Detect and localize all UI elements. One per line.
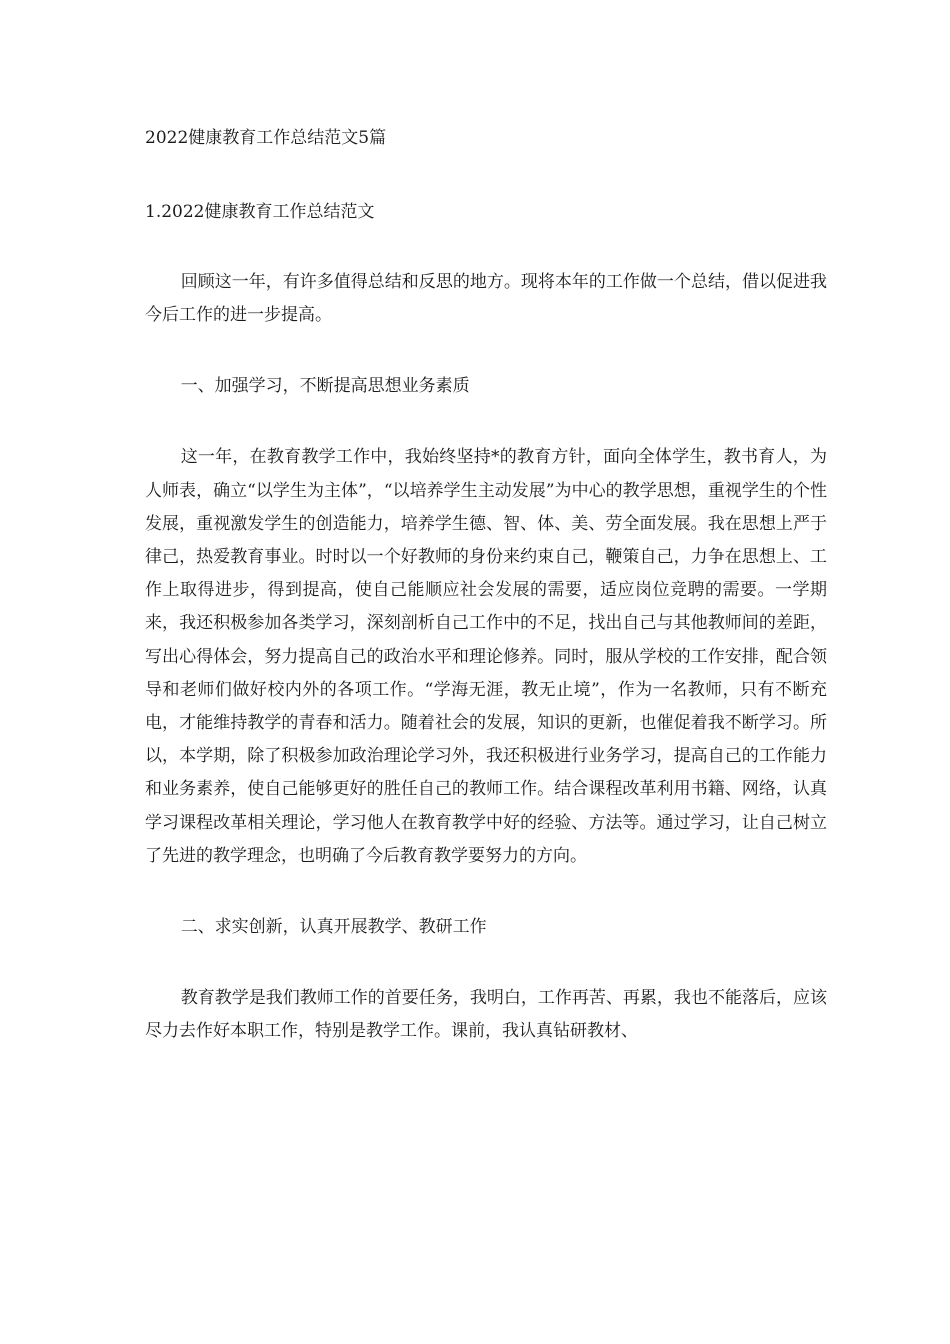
section-paragraph-1: 这一年，在教育教学工作中，我始终坚持*的教育方针，面向全体学生，教书育人，为人师表，确立“以学生为主体”，“以培养学生主动发展”为中心的教学思想，重视学生的个性发展，重视激发学生的创造能力，培养学生德、智、体、美、劳全面发展。我在思想上严于律己，热爱教育事业。时时以一个好教师的身份来约束自己，鞭策自己，力争在思想上、工作上取得进步，得到提高，使自己能顺应社会发展的需要，适应岗位竞聘的需要。一学期来，我还积极参加各类学习，深刻剖析自己工作中的不足，找出自己与其他教师间的差距，写出心得体会，努力提高自己的政治水平和理论修养。同时，服从学校的工作安排，配合领导和老师们做好校内外的各项工作。“学海无涯，教无止境”，作为一名教师，只有不断充电，才能维持教学的青春和活力。随着社会的发展，知识的更新，也催促着我不断学习。所以，本学期，除了积极参加政治理论学习外，我还积极进行业务学习，提高自己的工作能力和业务素养，使自己能够更好的胜任自己的教师工作。结合课程改革利用书籍、网络，认真学习课程改革相关理论，学习他人在教育教学中好的经验、方法等。通过学习，让自己树立了先进的教学理念，也明确了今后教育教学要努力的方向。 [145,447,827,866]
section-heading-2: 二、求实创新，认真开展教学、教研工作 [180,917,487,938]
intro-paragraph: 回顾这一年，有许多值得总结和反思的地方。现将本年的工作做一个总结，借以促进我今后工作的进一步提高。 [145,272,827,326]
section-heading-1: 一、加强学习，不断提高思想业务素质 [180,376,470,397]
section-paragraph-2: 教育教学是我们教师工作的首要任务，我明白，工作再苦、再累，我也不能落后，应该尽力去作好本职工作，特别是教学工作。课前，我认真钻研教材、 [145,988,827,1042]
document-subtitle: 1.2022健康教育工作总结范文 [145,202,375,222]
document-body [145,122,827,1048]
document-title: 2022健康教育工作总结范文5篇 [145,128,387,148]
